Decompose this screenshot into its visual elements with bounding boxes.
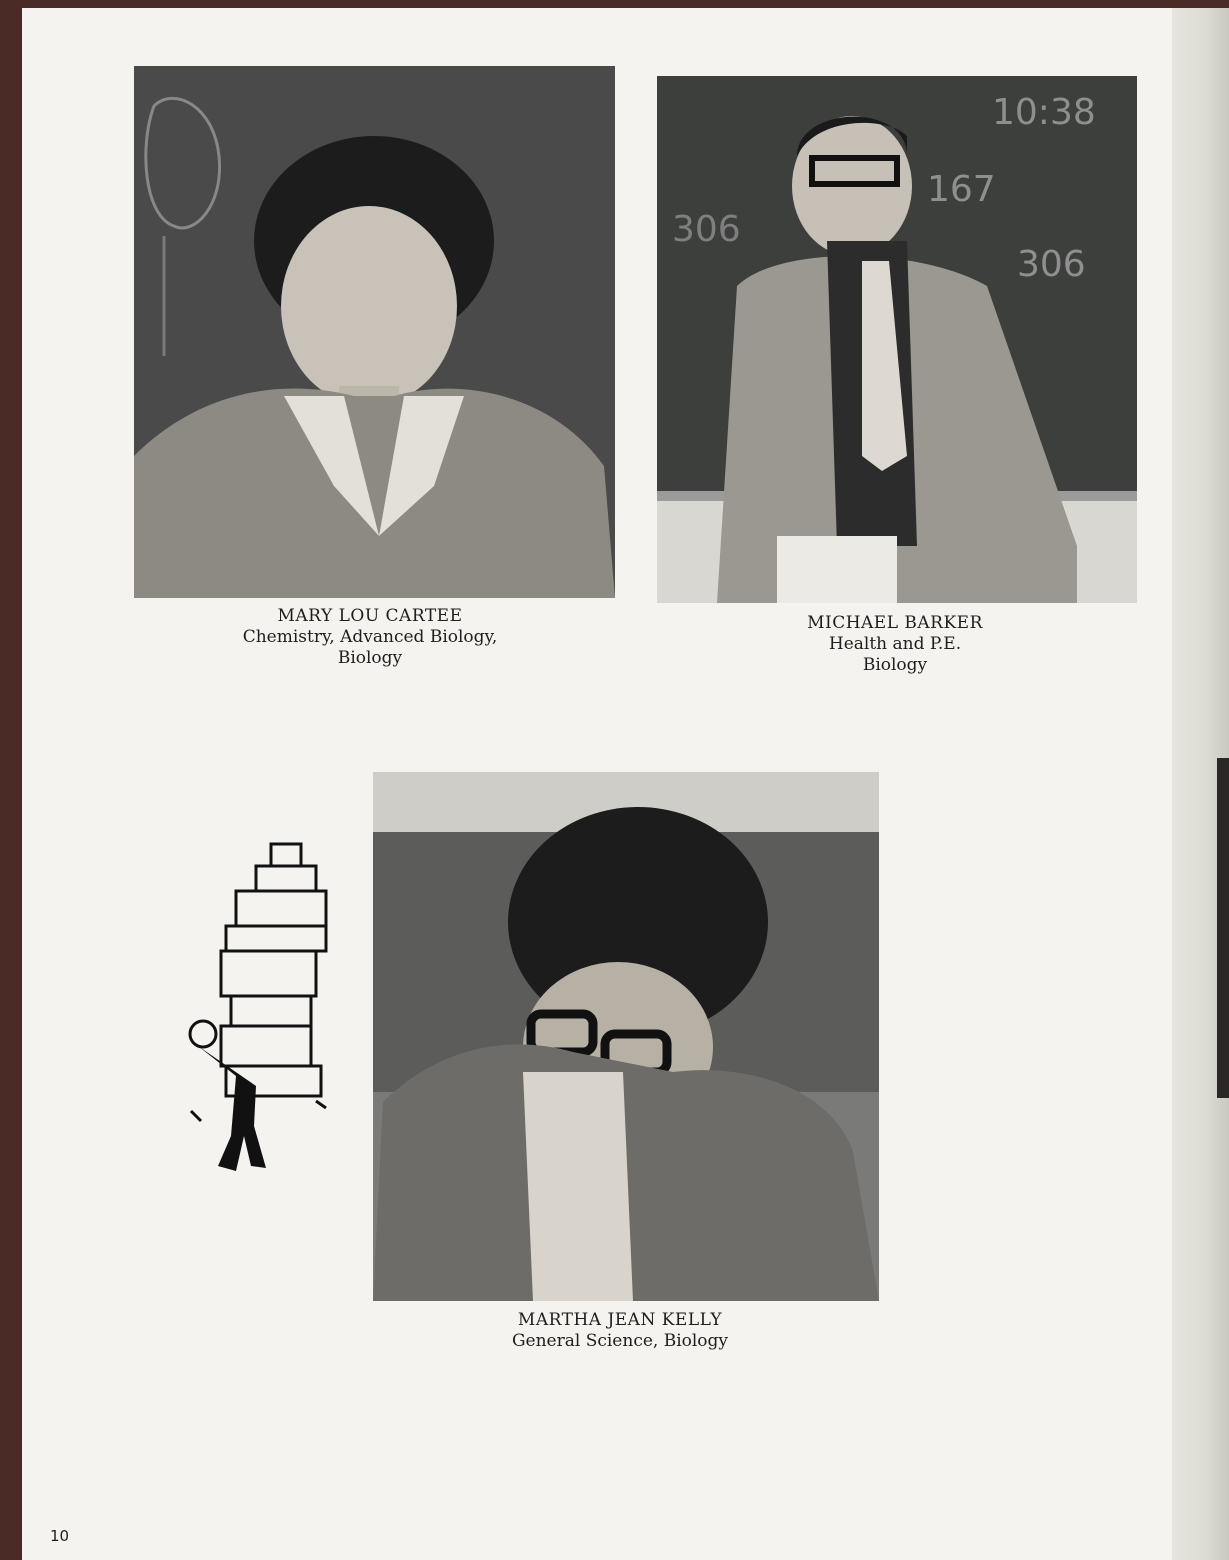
faculty-subjects-line: Biology xyxy=(337,648,403,668)
faculty-subjects-line: Health and P.E. xyxy=(828,634,962,654)
page-number: 10 xyxy=(50,1527,70,1545)
binding-edge xyxy=(1172,8,1229,1560)
chalkboard-time: 10:38 xyxy=(992,92,1096,133)
faculty-name: MARY LOU CARTEE xyxy=(277,606,463,626)
faculty-subjects-line: General Science, Biology xyxy=(511,1331,729,1351)
chalkboard-number: 306 xyxy=(1017,244,1086,285)
faculty-name: MARTHA JEAN KELLY xyxy=(517,1310,723,1330)
caption-martha-jean-kelly xyxy=(450,1310,790,1352)
faculty-name: MICHAEL BARKER xyxy=(807,613,983,633)
chalkboard-number: 167 xyxy=(927,169,996,210)
caption-michael-barker xyxy=(725,613,1065,676)
faculty-subjects-line: Chemistry, Advanced Biology, xyxy=(242,627,498,647)
photo-mary-lou-cartee xyxy=(134,66,615,598)
chalkboard-number: 306 xyxy=(672,209,741,250)
photo-martha-jean-kelly xyxy=(373,772,879,1301)
faculty-subjects-line: Biology xyxy=(862,655,928,675)
caption-mary-lou-cartee xyxy=(200,606,540,669)
cartoon-man-carrying-boxes xyxy=(176,836,336,1176)
photo-michael-barker xyxy=(657,76,1137,603)
